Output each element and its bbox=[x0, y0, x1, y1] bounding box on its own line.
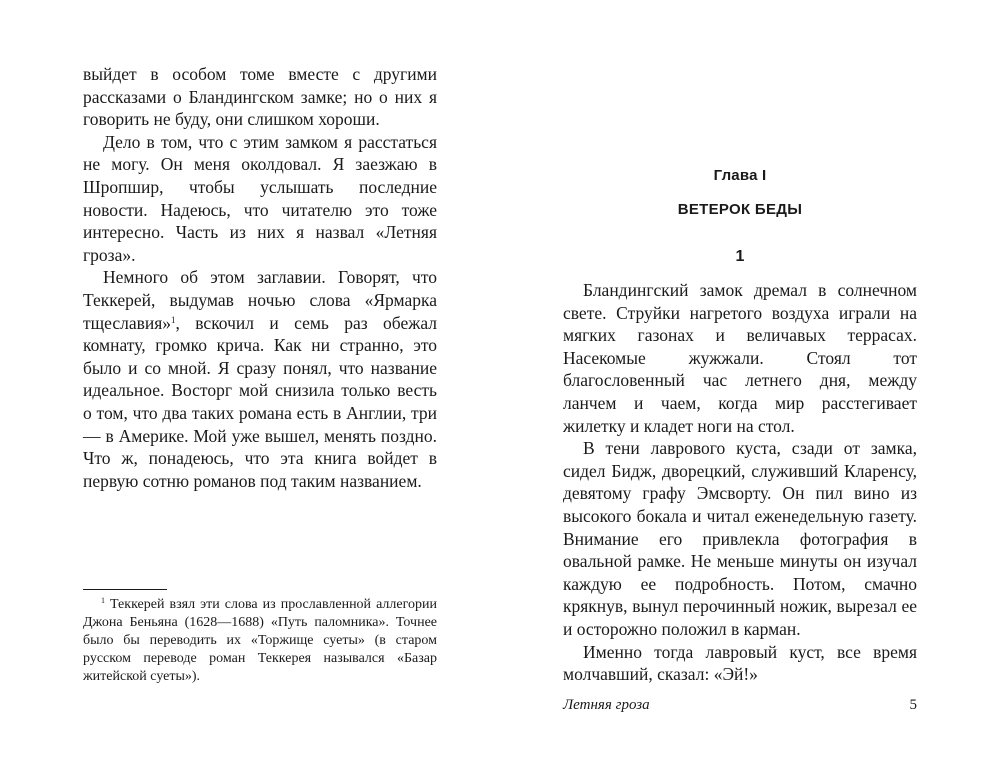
paragraph-text-after-ref: , вскочил и семь раз обежал комнату, громко крича. Как ни странно, это было и со мной. Я сразу понял, что название идеальное. Восторг мой снизила только весть о том, что два таких романа есть в Англии, три — в Америке. Мой уже вышел, менять поздно. Что ж, понадеюсь, что эта книга войдет в первую сотню романов под таким названием. bbox=[83, 312, 437, 491]
footnote bbox=[83, 596, 437, 686]
running-footer bbox=[563, 697, 917, 719]
paragraph-text-before-ref: Немного об этом заглавии. Говорят, что Теккерей, выдумав ночью слова «Ярмарка тщеславия» bbox=[83, 267, 437, 333]
paragraph: В тени лаврового куста, сзади от замка, сидел Бидж, дворецкий, служивший Кларенсу, девятому графу Эмсворту. Он пил вино из высокого бокала и читал еженедельную газету. Внимание его привлекла фотография в овальной рамке. Не меньше минуты он изучал каждую ее подробность. Потом, смачно крякнув, вынул перочинный ножик, вырезал ее и осторожно положил в карман. bbox=[563, 438, 917, 639]
footnote-divider bbox=[83, 589, 167, 590]
chapter-label: Глава I bbox=[713, 167, 767, 184]
paragraph bbox=[83, 266, 437, 492]
paragraph: Именно тогда лавровый куст, все время молчавший, сказал: «Эй!» bbox=[563, 641, 917, 685]
chapter-title: ВЕТЕРОК БЕДЫ bbox=[677, 201, 803, 218]
running-title: Летняя гроза bbox=[563, 697, 650, 713]
paragraph: выйдет в особом томе вместе с другими рассказами о Бландингском замке; но о них я говорить не буду, они слишком хороши. bbox=[83, 64, 437, 130]
footnote-text: Теккерей взял эти слова из прославленной аллегории Джона Беньяна (1628—1688) «Путь паломника». Точнее было бы переводить их «Торжище суеты» (в старом русском переводе роман Теккерея назывался «Базар житейской суеты»). bbox=[83, 597, 437, 684]
section-number: 1 bbox=[735, 248, 745, 265]
footnote-mark: 1 bbox=[101, 596, 105, 605]
paragraph: Бландингский замок дремал в солнечном свете. Струйки нагретого воздуха играли на мягких газонах и величавых террасах. Насекомые жужжали. Стоял тот благословенный час летнего дня, между ланчем и чаем, когда мир расстегивает жилетку и кладет ноги на стол. bbox=[563, 280, 917, 436]
right-page-body bbox=[563, 279, 917, 686]
page-number: 5 bbox=[909, 697, 917, 713]
footnote-reference[interactable]: 1 bbox=[171, 314, 176, 325]
paragraph: Дело в том, что с этим замком я расстаться не могу. Он меня околдовал. Я заезжаю в Шропшир, чтобы услышать последние новости. Надеюсь, что читателю это тоже интересно. Часть из них я назвал «Летняя гроза». bbox=[83, 131, 437, 265]
left-page-body bbox=[83, 63, 437, 492]
